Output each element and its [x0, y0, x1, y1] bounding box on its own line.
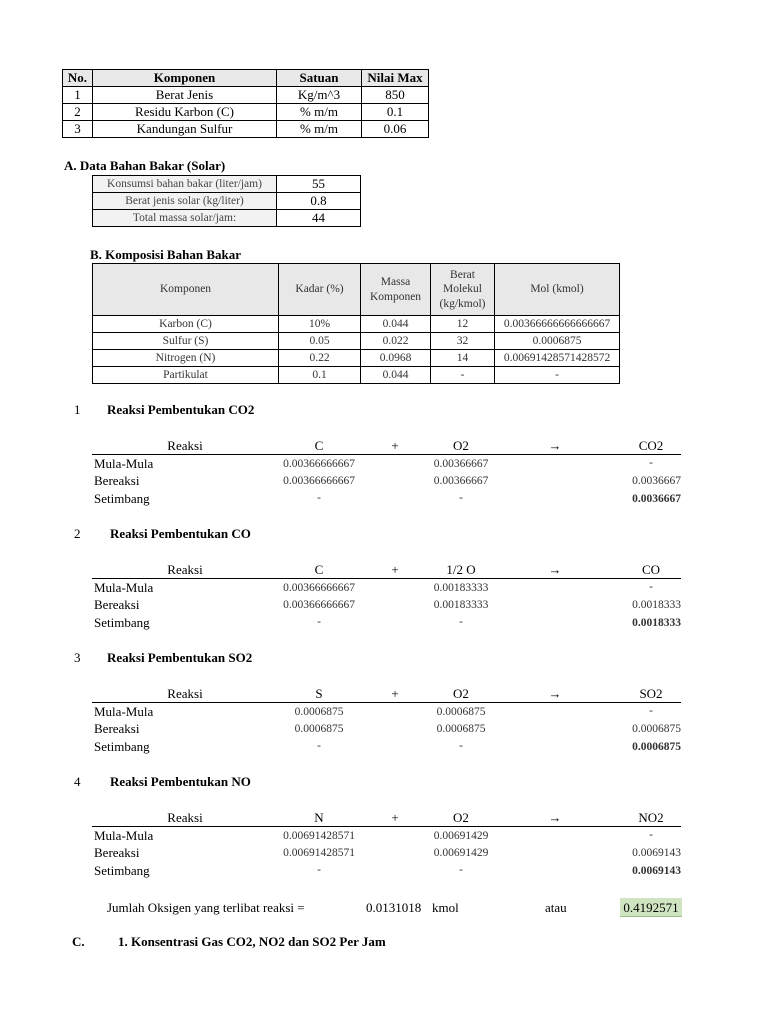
header-rule: [92, 578, 681, 579]
cell: 0.0069143: [632, 865, 681, 877]
cell: 1: [63, 87, 93, 104]
row-label: Mula-Mula: [94, 580, 154, 595]
cell-value: 0.8: [277, 193, 361, 210]
arrow-icon: →: [548, 438, 562, 453]
reactant-a-header: S: [315, 686, 323, 701]
reactant-a-header: N: [314, 810, 324, 825]
arrow-icon: →: [548, 810, 562, 825]
cell: 0.00366666667: [283, 582, 355, 594]
cell-value: 55: [277, 176, 361, 193]
cell: 0.1: [279, 367, 361, 384]
cell: 0.00183333: [433, 582, 489, 594]
cell: 0.0006875: [436, 723, 486, 735]
header-rule: [92, 702, 681, 703]
row-label: Setimbang: [94, 863, 150, 878]
col-header: Mol (kmol): [495, 264, 620, 316]
row-label: Mula-Mula: [94, 456, 154, 471]
row-label: Bereaksi: [94, 845, 140, 860]
cell: -: [317, 492, 321, 504]
col-header: No.: [63, 70, 93, 87]
row-label: Mula-Mula: [94, 704, 154, 719]
reactant-a-header: C: [314, 562, 324, 577]
cell: 0.0968: [361, 350, 431, 367]
table-row: [93, 316, 620, 333]
table-header-row: [93, 264, 620, 316]
cell: Kandungan Sulfur: [93, 121, 277, 138]
plus-sign: +: [391, 562, 399, 577]
cell: 0.0018333: [632, 617, 681, 629]
cell: -: [649, 581, 653, 593]
cell: 0.00366666666666667: [495, 316, 620, 333]
cell: 0.0018333: [632, 599, 681, 611]
cell: 0.0036667: [632, 493, 681, 505]
oxygen-value: 0.0131018: [366, 900, 422, 915]
cell: 2: [63, 104, 93, 121]
cell: 850: [362, 87, 429, 104]
cell: Nitrogen (N): [93, 350, 279, 367]
row-label: Bereaksi: [94, 473, 140, 488]
col-header: Komponen: [93, 70, 277, 87]
cell: 0.044: [361, 316, 431, 333]
table-row: [63, 121, 429, 138]
cell: 3: [63, 121, 93, 138]
header-rule: [92, 454, 681, 455]
col-header: Massa Komponen: [361, 264, 431, 316]
plus-sign: +: [391, 686, 399, 701]
cell: Karbon (C): [93, 316, 279, 333]
cell: 0.00366666667: [283, 475, 355, 487]
reaction-number: 2: [74, 526, 81, 541]
product-header: CO: [641, 562, 661, 577]
table-row: [93, 193, 361, 210]
reaction-title: Reaksi Pembentukan CO: [110, 526, 251, 541]
cell: % m/m: [277, 121, 362, 138]
cell: -: [317, 864, 321, 876]
table-row: [63, 104, 429, 121]
reaction-title: Reaksi Pembentukan SO2: [107, 650, 253, 665]
cell: 0.022: [361, 333, 431, 350]
cell: 0.0006875: [294, 706, 344, 718]
product-header: SO2: [639, 686, 663, 701]
reactant-b-header: 1/2 O: [446, 562, 476, 577]
cell-label: Total massa solar/jam:: [93, 210, 277, 227]
cell: Kg/m^3: [277, 87, 362, 104]
cell: 0.0006875: [294, 723, 344, 735]
cell: Residu Karbon (C): [93, 104, 277, 121]
composition-table: [92, 263, 620, 384]
row-label: Bereaksi: [94, 721, 140, 736]
cell: 0.00691428571428572: [495, 350, 620, 367]
section-b-title: B. Komposisi Bahan Bakar: [90, 247, 241, 262]
reactant-b-header: O2: [453, 438, 469, 453]
cell: -: [649, 705, 653, 717]
header-rule: [92, 826, 681, 827]
cell: 14: [431, 350, 495, 367]
reaction-title: Reaksi Pembentukan NO: [110, 774, 251, 789]
cell: 0.00366666667: [283, 458, 355, 470]
cell: 0.00691429: [433, 847, 489, 859]
cell: 0.044: [361, 367, 431, 384]
reactant-a-header: C: [314, 438, 324, 453]
reaction-number: 1: [74, 402, 81, 417]
cell-value: 44: [277, 210, 361, 227]
table-row: [63, 87, 429, 104]
table-header-row: [63, 70, 429, 87]
arrow-icon: →: [548, 562, 562, 577]
plus-sign: +: [391, 810, 399, 825]
col-header: Satuan: [277, 70, 362, 87]
reaksi-header: Reaksi: [167, 562, 203, 577]
cell: % m/m: [277, 104, 362, 121]
product-header: CO2: [638, 438, 664, 453]
cell: 0.0006875: [632, 741, 681, 753]
row-label: Setimbang: [94, 615, 150, 630]
cell: -: [459, 492, 463, 504]
reaction-number: 3: [74, 650, 81, 665]
cell: 32: [431, 333, 495, 350]
reaction-block-4: [0, 774, 768, 884]
cell-label: Konsumsi bahan bakar (liter/jam): [93, 176, 277, 193]
plus-sign: +: [391, 438, 399, 453]
cell: -: [649, 457, 653, 469]
fuel-data-table: [92, 175, 361, 227]
reaction-number: 4: [74, 774, 81, 789]
reactant-b-header: O2: [453, 810, 469, 825]
oxygen-total-row: [0, 898, 768, 918]
cell: 0.00183333: [433, 599, 489, 611]
oxygen-label: Jumlah Oksigen yang terlibat reaksi =: [107, 900, 305, 915]
reaction-block-2: [0, 526, 768, 636]
cell: 0.00366667: [433, 458, 489, 470]
cell: 0.06: [362, 121, 429, 138]
cell: 0.0006875: [632, 723, 681, 735]
cell: 0.00691428571: [283, 830, 355, 842]
row-label: Setimbang: [94, 739, 150, 754]
cell: Sulfur (S): [93, 333, 279, 350]
cell: 0.00366666667: [283, 599, 355, 611]
table-row: [93, 210, 361, 227]
cell: 0.0036667: [632, 475, 681, 487]
cell: -: [495, 367, 620, 384]
cell: 0.22: [279, 350, 361, 367]
cell: 12: [431, 316, 495, 333]
cell: 0.00691428571: [283, 847, 355, 859]
cell: 0.1: [362, 104, 429, 121]
cell: -: [459, 616, 463, 628]
cell: -: [459, 740, 463, 752]
section-c-title: 1. Konsentrasi Gas CO2, NO2 dan SO2 Per Jam: [118, 934, 386, 949]
cell: Partikulat: [93, 367, 279, 384]
oxygen-alt-value: 0.4192571: [620, 898, 682, 917]
cell: -: [649, 829, 653, 841]
cell: 0.00366667: [433, 475, 489, 487]
cell: -: [431, 367, 495, 384]
reaction-block-1: [0, 402, 768, 512]
reaksi-header: Reaksi: [167, 810, 203, 825]
cell: 0.05: [279, 333, 361, 350]
oxygen-unit: kmol: [432, 900, 459, 915]
col-header: Komponen: [93, 264, 279, 316]
spec-table: [62, 69, 429, 138]
cell: Berat Jenis: [93, 87, 277, 104]
table-row: [93, 367, 620, 384]
row-label: Bereaksi: [94, 597, 140, 612]
reactant-b-header: O2: [453, 686, 469, 701]
section-c-letter: C.: [72, 934, 85, 949]
cell: 0.0006875: [436, 706, 486, 718]
cell: -: [317, 616, 321, 628]
reaction-title: Reaksi Pembentukan CO2: [107, 402, 255, 417]
cell: 0.00691429: [433, 830, 489, 842]
cell: 0.0069143: [632, 847, 681, 859]
reaction-block-3: [0, 650, 768, 760]
row-label: Setimbang: [94, 491, 150, 506]
table-row: [93, 176, 361, 193]
table-row: [93, 333, 620, 350]
product-header: NO2: [638, 810, 664, 825]
cell: 0.0006875: [495, 333, 620, 350]
atau-label: atau: [545, 900, 567, 915]
cell: 10%: [279, 316, 361, 333]
col-header: Kadar (%): [279, 264, 361, 316]
col-header: Nilai Max: [362, 70, 429, 87]
reaksi-header: Reaksi: [167, 686, 203, 701]
reaksi-header: Reaksi: [167, 438, 203, 453]
table-row: [93, 350, 620, 367]
arrow-icon: →: [548, 686, 562, 701]
cell: -: [317, 740, 321, 752]
section-a-title: A. Data Bahan Bakar (Solar): [64, 158, 226, 173]
cell: -: [459, 864, 463, 876]
cell-label: Berat jenis solar (kg/liter): [93, 193, 277, 210]
row-label: Mula-Mula: [94, 828, 154, 843]
col-header: Berat Molekul (kg/kmol): [431, 264, 495, 316]
